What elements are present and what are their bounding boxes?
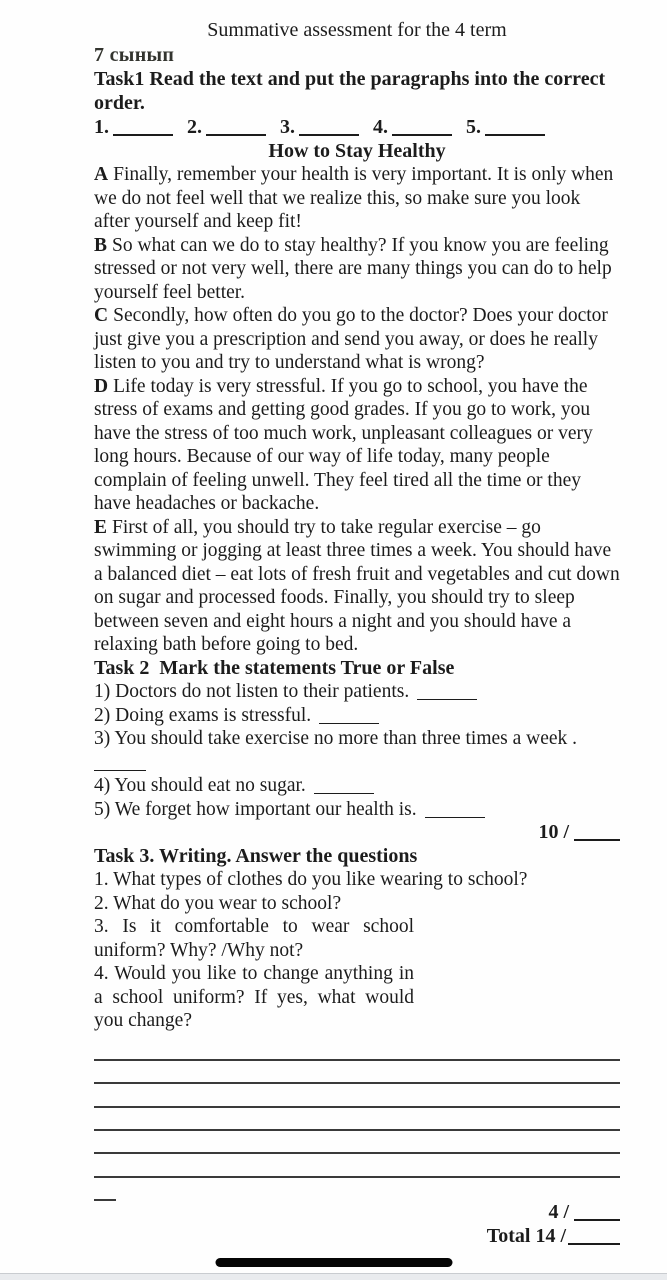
- paragraph-a-text: Finally, remember your health is very important. It is only when we do not feel well that we realize this, so make sure you look after yourself and keep fit!: [94, 164, 614, 232]
- task2-statement-5: [94, 798, 620, 822]
- total-score-label: Total 14 /: [486, 1224, 566, 1247]
- task2-score: [94, 821, 620, 845]
- answer-blank-4: [392, 134, 452, 136]
- task2-answer-blank-3: [94, 770, 146, 771]
- total-score-blank: [568, 1243, 620, 1245]
- writing-line-5: [94, 1131, 620, 1154]
- home-indicator-bar[interactable]: [215, 1258, 452, 1267]
- answer-blank-5: [485, 134, 545, 136]
- task2-statement-3-blank-row: [94, 751, 620, 775]
- paragraph-d-text: Life today is very stressful. If you go to school, you have the stress of exams and getting good grades. If you go to work, you have the stress of too much work, unpleasant colleagues or very long hours. Because of our way of life today, many people complain of feeling unwell. They feel tired all the time or they have headaches or backache.: [94, 375, 593, 514]
- reading-text-title: How to Stay Healthy: [268, 139, 446, 162]
- task3-score-label: 4 /: [548, 1201, 569, 1224]
- task2-statement-2-text: 2) Doing exams is stressful.: [94, 704, 312, 726]
- paragraph-b-text: So what can we do to stay healthy? If you know you are feeling stressed or not very well, there are many things you can do to help yourself feel better.: [94, 234, 612, 303]
- task2-statement-3-text: 3) You should take exercise no more than three times a week .: [94, 728, 578, 749]
- task3-score: [94, 1201, 620, 1225]
- paragraph-a: [94, 163, 620, 234]
- task3-question-4: 4. Would you like to change anything in a school uniform? If yes, what would you change?: [94, 963, 414, 1031]
- task3-question-2: 2. What do you wear to school?: [94, 892, 342, 914]
- writing-line-4: [94, 1108, 620, 1131]
- paragraph-c: [94, 304, 620, 375]
- task1-heading: Task1 Read the text and put the paragraphs into the correct order.: [94, 68, 611, 114]
- writing-line-2: [94, 1061, 620, 1084]
- task3-score-blank: [574, 1219, 620, 1221]
- paragraph-e-text: First of all, you should try to take regular exercise – go swimming or jogging at least three times a week. You should have a balanced diet – eat lots of fresh fruit and vegetables and cut down on sugar and processed foods. Finally, you should try to sleep between seven and eight hours a night and you should have a relaxing bath before going to bed.: [94, 516, 620, 655]
- task2-statement-5-text: 5) We forget how important our health is.: [94, 798, 417, 820]
- task2-statement-2: [94, 704, 620, 728]
- task3-question-3: 3. Is it comfortable to wear school uniform? Why? /Why not?: [94, 916, 414, 961]
- answer-blank-1: [113, 134, 173, 136]
- task2-statement-1: [94, 680, 620, 704]
- paragraph-a-label: A: [94, 164, 109, 185]
- paragraph-e: [94, 516, 620, 657]
- task1-answer-blanks: [94, 115, 620, 140]
- answer-blank-3: [299, 134, 359, 136]
- task2-answer-blank-5: [425, 817, 485, 818]
- task2-score-label: 10 /: [538, 821, 569, 843]
- task2-heading: Task 2 Mark the statements True or False: [94, 656, 455, 679]
- blank-number-5: 5.: [466, 116, 481, 138]
- grade-label: 7 сынып: [94, 44, 175, 66]
- task2-statement-1-text: 1) Doctors do not listen to their patients.: [94, 681, 410, 702]
- task2-answer-blank-1: [417, 699, 477, 700]
- paragraph-c-text: Secondly, how often do you go to the doctor? Does your doctor just give you a prescription and send you away, or does he really listen to you and try to understand what is wrong?: [94, 305, 608, 373]
- answer-blank-2: [206, 134, 266, 136]
- total-score: [94, 1225, 620, 1249]
- paragraph-b: [94, 234, 620, 305]
- blank-number-4: 4.: [373, 116, 388, 138]
- task2-statement-3: [94, 727, 620, 751]
- paragraph-d: [94, 375, 620, 516]
- paragraph-e-label: E: [94, 516, 108, 538]
- writing-line-1: [94, 1038, 620, 1061]
- task2-statement-4: [94, 774, 620, 798]
- writing-answer-area: [94, 1038, 620, 1202]
- writing-line-6: [94, 1154, 620, 1177]
- page-title: Summative assessment for the 4 term: [207, 19, 507, 41]
- blank-number-1: 1.: [94, 116, 109, 138]
- task2-statement-4-text: 4) You should eat no sugar.: [94, 775, 306, 796]
- writing-line-3: [94, 1084, 620, 1107]
- task3-question-1: 1. What types of clothes do you like wearing to school?: [94, 869, 528, 890]
- blank-number-2: 2.: [187, 116, 202, 138]
- paragraph-d-label: D: [94, 375, 109, 397]
- task2-score-blank: [574, 839, 620, 841]
- paragraph-b-label: B: [94, 234, 108, 256]
- task2-answer-blank-4: [314, 793, 374, 794]
- task3-heading: Task 3. Writing. Answer the questions: [94, 844, 418, 867]
- paragraph-c-label: C: [94, 305, 109, 326]
- writing-line-7-short: [94, 1178, 116, 1201]
- blank-number-3: 3.: [280, 116, 295, 138]
- task2-answer-blank-2: [319, 723, 379, 724]
- screen-bottom-strip: [0, 1273, 667, 1280]
